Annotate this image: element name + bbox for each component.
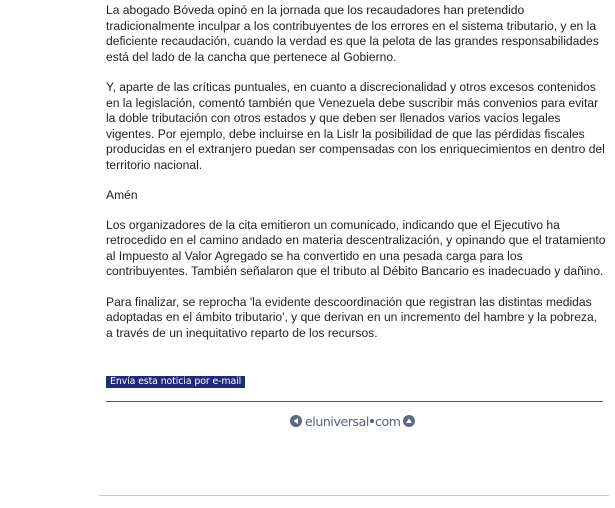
logo-dot — [370, 419, 374, 423]
site-logo-text — [305, 414, 400, 429]
article-paragraph: Los organizadores de la cita emitieron un comunicado, indicando que el Ejecutivo ha retrocedido en el camino andado en materia descentralización, y opinando que el tratamiento al Impuesto al Valor Agregado se ha convertido en una pesada carga para los contribuyentes. También señalaron que el tributo al Débito Bancario es inadecuado y dañino. — [106, 217, 606, 278]
logo-name: eluniversal — [305, 413, 369, 429]
arrow-up-icon[interactable] — [403, 415, 415, 427]
article-body — [106, 3, 606, 356]
article-paragraph: Amén — [106, 188, 138, 202]
footer-divider — [106, 401, 603, 402]
footer-logo[interactable] — [290, 409, 415, 433]
logo-suffix: com — [374, 413, 401, 429]
page-bottom-divider — [99, 495, 609, 496]
article-paragraph: Para finalizar, se reprocha 'la evidente descoordinación que registran las distintas medidas adoptadas en el ámbito tributario', y que derivan en un incremento del hambre y la pobreza, a través de un inequitativo reparto de los recursos. — [106, 294, 598, 340]
email-article-button[interactable]: Envía esta noticia por e-mail — [106, 376, 245, 388]
arrow-left-icon[interactable] — [290, 415, 302, 427]
article-paragraph: La abogado Bóveda opinó en la jornada que los recaudadores han pretendido tradicionalmente inculpar a los contribuyentes de los errores en el sistema tributario, y en la deficiente recaudación, cuando la verdad es que la pelota de las grandes responsabilidades está del lado de la cancha que pertenece al Gobierno. — [106, 3, 599, 64]
article-paragraph: Y, aparte de las críticas puntuales, en cuanto a discrecionalidad y otros excesos contenidos en la legislación, comentó también que Venezuela debe suscribir más convenios para evitar la doble tributación con otros estados y que deben ser llenados varios vacíos legales vigentes. Por ejemplo, debe incluirse en la Lislr la posibilidad de que las pérdidas fiscales producidas en el extranjero puedan ser compensadas con los enriquecimientos en dentro del territorio nacional. — [106, 80, 605, 172]
